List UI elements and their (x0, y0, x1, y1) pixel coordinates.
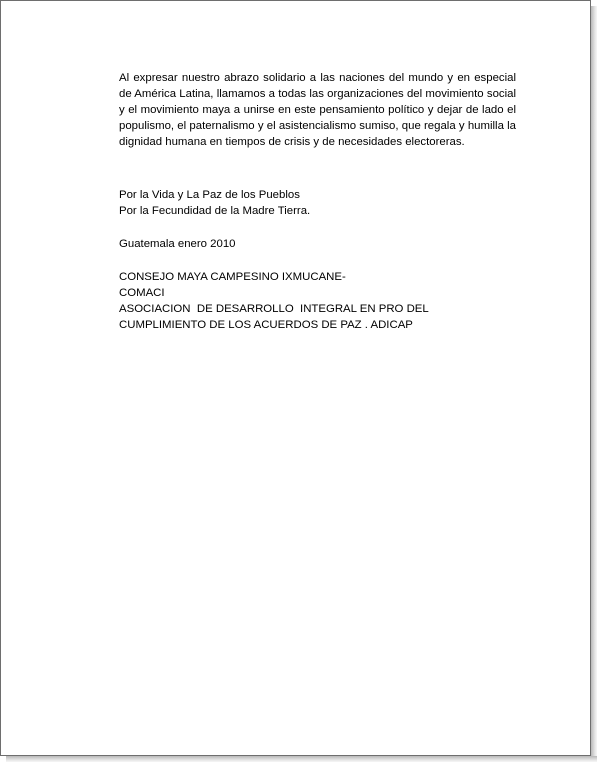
document-content (119, 70, 516, 333)
signature-line: CUMPLIMIENTO DE LOS ACUERDOS DE PAZ . ADICAP (119, 319, 413, 331)
signature-line: COMACI (119, 287, 165, 299)
signature-block (119, 269, 516, 333)
signature-line: CONSEJO MAYA CAMPESINO IXMUCANE- (119, 271, 346, 283)
page-shadow-bottom (6, 756, 597, 762)
date-text: Guatemala enero 2010 (119, 238, 236, 250)
closing-line: Por la Vida y La Paz de los Pueblos (119, 189, 300, 201)
signature-line: ASOCIACION DE DESARROLLO INTEGRAL EN PRO DEL (119, 303, 429, 315)
closing-line: Por la Fecundidad de la Madre Tierra. (119, 205, 311, 217)
page-shadow-right (591, 6, 597, 759)
date-line (119, 236, 516, 252)
closing-block (119, 187, 516, 219)
body-paragraph: Al expresar nuestro abrazo solidario a las naciones del mundo y en especial de América Latina, llamamos a todas las organizaciones del movimiento social y el movimiento maya a unirse en este pensamiento político y dejar de lado el populismo, el paternalismo y el asistencialismo sumiso, que regala y humilla la dignidad humana en tiempos de crisis y de necesidades electoreras. (119, 72, 516, 148)
